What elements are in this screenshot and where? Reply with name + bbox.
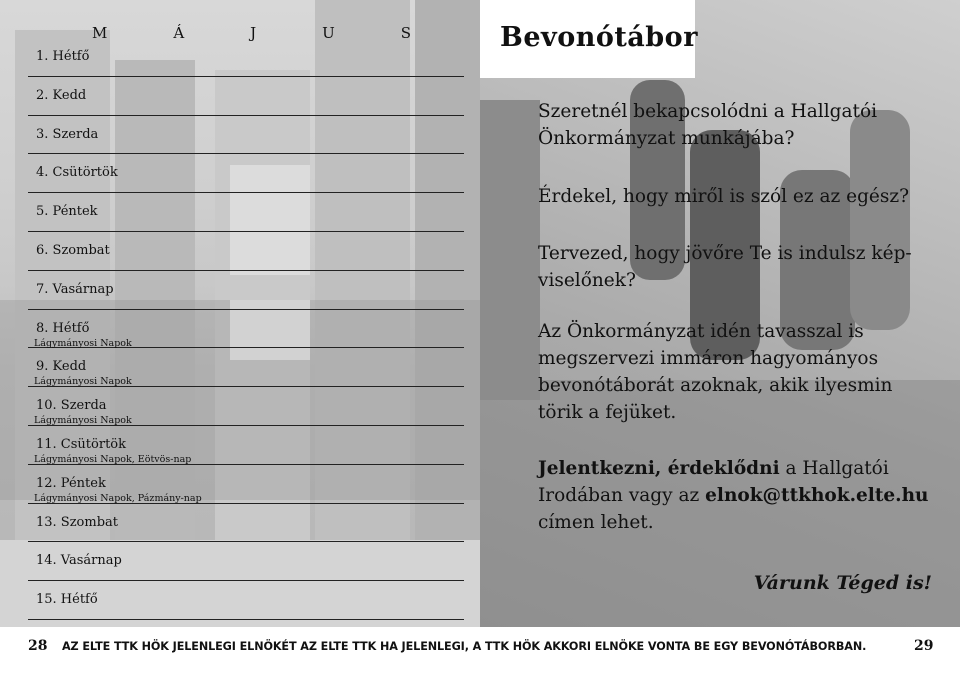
footer [0, 627, 960, 677]
paragraph-4: Az Önkormányzat idén tavasszal is megszervezi immáron hagyományos bevonótáborát azoknak, akik ilyesmin törik a fejüket. [538, 321, 893, 423]
month-letter: J [250, 24, 258, 42]
contact-lead: Jelentkezni, érdeklődni [538, 458, 780, 479]
day-event: Lágymányosi Napok, Pázmány-nap [34, 492, 202, 504]
day-label: 15. Hétfő [36, 592, 98, 608]
day-row [28, 38, 464, 77]
day-label: 10. Szerda [36, 398, 107, 414]
day-label: 7. Vasárnap [36, 281, 114, 297]
day-row [28, 348, 464, 387]
day-label: 5. Péntek [36, 204, 98, 220]
day-row [28, 154, 464, 193]
day-label: 13. Szombat [36, 514, 119, 530]
day-label: 3. Szerda [36, 126, 99, 142]
day-label: 14. Vasárnap [36, 553, 122, 569]
day-label: 12. Péntek [36, 475, 106, 491]
month-letter: Á [173, 24, 186, 42]
day-event: Lágymányosi Napok [34, 376, 132, 388]
page-number-left: 28 [28, 638, 48, 654]
day-event: Lágymányosi Napok, Eötvös-nap [34, 454, 192, 465]
day-event: Lágymányosi Napok [34, 415, 132, 427]
day-row [28, 387, 464, 426]
article-page [480, 0, 960, 627]
day-label: 4. Csütörtök [36, 165, 118, 181]
month-letter: S [400, 24, 412, 42]
day-event: Lágymányosi Napok [34, 337, 132, 349]
contact-email[interactable]: elnok@ttkhok.elte.hu [705, 485, 929, 506]
day-row [28, 310, 464, 349]
day-row [28, 504, 464, 543]
day-row [28, 465, 464, 504]
month-letter: M [92, 24, 109, 42]
article-title: Bevonótábor [500, 22, 698, 53]
calendar-page [0, 0, 480, 627]
day-row [28, 77, 464, 116]
day-row [28, 232, 464, 271]
day-label: 11. Csütörtök [36, 437, 126, 452]
day-row [28, 116, 464, 155]
day-label: 8. Hétfő [36, 320, 90, 336]
day-writing-line [28, 619, 464, 620]
paragraph-2: Érdekel, hogy miről is szól ez az egész? [538, 186, 910, 207]
day-row [28, 426, 464, 465]
paragraph-3: Tervezed, hogy jövőre Te is indulsz kép-viselőnek? [538, 243, 912, 291]
day-label: 2. Kedd [36, 87, 87, 103]
month-letter: U [322, 24, 336, 42]
day-label: 1. Hétfő [36, 49, 90, 64]
day-row [28, 581, 464, 620]
footer-caption: AZ ELTE TTK HÖK JELENLEGI ELNÖKÉT AZ ELTE TTK HA JELENLEGI, A TTK HÖK AKKORI ELNÖKE VONTA BE EGY BEVONÓTÁBORBAN. [62, 640, 867, 653]
closing-line: Várunk Téged is! [753, 572, 932, 594]
day-label: 6. Szombat [36, 243, 110, 258]
contact-text-end: címen lehet. [538, 512, 654, 533]
contact-paragraph [538, 455, 938, 536]
title-box [480, 0, 698, 78]
day-label: 9. Kedd [36, 359, 87, 375]
paragraph-1: Szeretnél bekapcsolódni a Hallgatói Önkormányzat munkájába? [538, 101, 877, 149]
contact-text: a Hallgatói Irodában vagy az [538, 458, 889, 506]
day-row [28, 193, 464, 232]
page-number-right: 29 [914, 638, 934, 654]
day-row [28, 271, 464, 310]
day-row [28, 542, 464, 581]
